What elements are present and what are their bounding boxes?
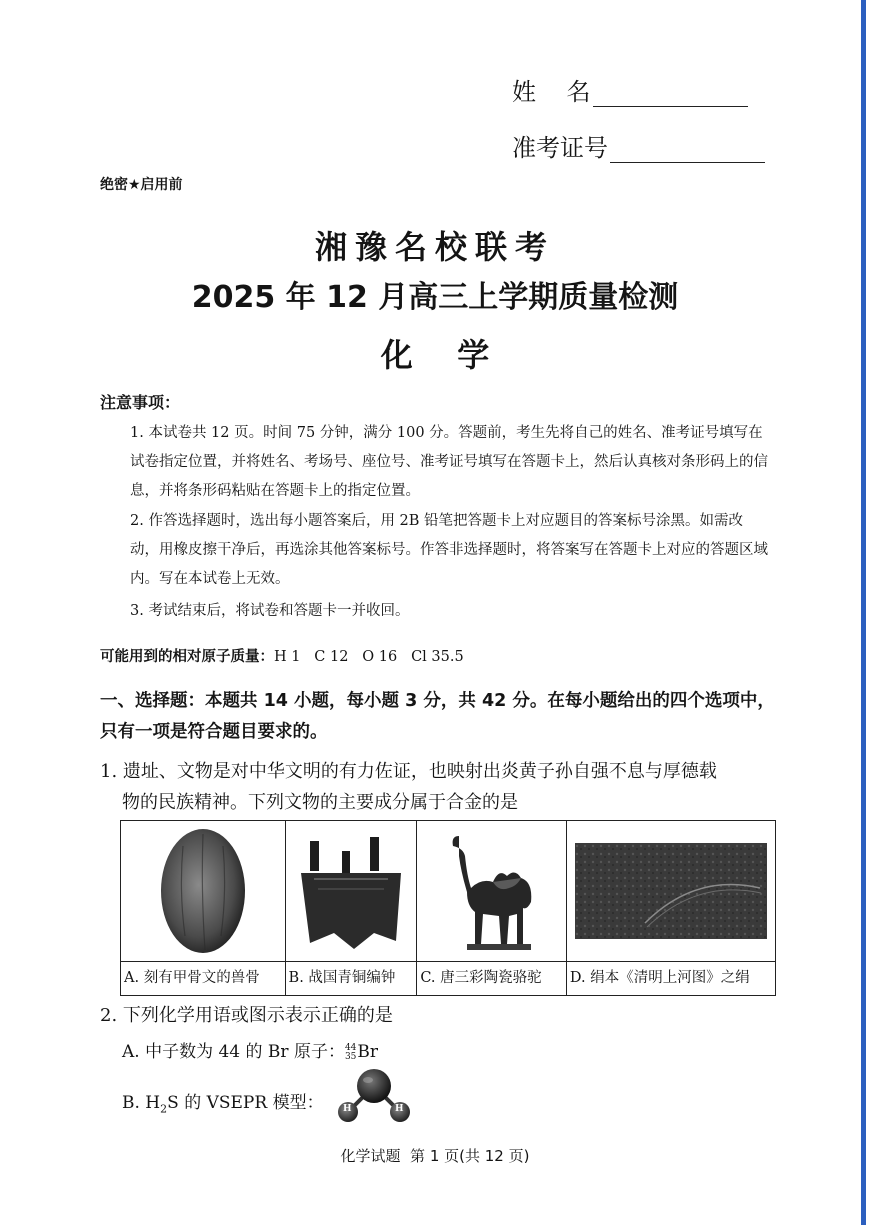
notice-item-1: 1. 本试卷共 12 页。时间 75 分钟，满分 100 分。答题前，考生先将自己的姓名、准考证号填写在试卷指定位置，并将姓名、考场号、座位号、准考证号填写在答题卡上，然后认真核对条形码上的信息，并将条形码粘贴在答题卡上的指定位置。: [130, 425, 768, 499]
oracle-bone-image: [121, 821, 285, 961]
bronze-bells-image: [286, 821, 417, 961]
silk-painting-image: [567, 821, 775, 961]
option-b-cell[interactable]: [285, 821, 417, 996]
option-b-label: B. 战国青铜编钟: [286, 961, 417, 995]
h-atom-label-right: H: [395, 1104, 404, 1114]
atomic-mass-label: 可能用到的相对原子质量：: [100, 649, 274, 665]
page-footer: 化学试题 第 1 页(共 12 页): [340, 1147, 530, 1165]
notice-heading: 注意事项：: [100, 393, 181, 412]
option-a-cell[interactable]: [121, 821, 286, 996]
exam-title-line1: 湘豫名校联考: [314, 228, 555, 266]
element-symbol: Br: [357, 1042, 379, 1062]
q1-relic-table: [120, 820, 776, 996]
section-1-heading: 一、选择题：本题共 14 小题，每小题 3 分，共 42 分。在每小题给出的四个选项中，只有一项是符合题目要求的。: [100, 691, 775, 742]
option-d-label: D. 绢本《清明上河图》之绢: [567, 961, 775, 995]
vsepr-model-icon: [334, 1066, 414, 1132]
option-c-label: C. 唐三彩陶瓷骆驼: [417, 961, 566, 995]
exam-number-field: [512, 128, 765, 163]
option-a-label: A. 刻有甲骨文的兽骨: [121, 961, 285, 995]
h-atom-label-left: H: [343, 1104, 352, 1114]
notice-item-3: 3. 考试结束后，将试卷和答题卡一并收回。: [130, 603, 410, 619]
option-d-cell[interactable]: [566, 821, 775, 996]
exam-number-blank[interactable]: [610, 136, 765, 163]
subject-title: 化 学: [380, 336, 490, 374]
exam-title-line2: 2025 年 12 月高三上学期质量检测: [191, 280, 679, 315]
name-field: [512, 72, 748, 107]
q2-option-b-prefix: B. H: [122, 1093, 161, 1113]
atomic-mass-values: H 1 C 12 O 16 Cl 35.5: [274, 649, 464, 665]
q2-option-b[interactable]: [122, 1088, 324, 1115]
q2-option-a[interactable]: [122, 1037, 378, 1062]
atomic-number: 35: [344, 1051, 357, 1062]
nuclide-notation: [345, 1044, 356, 1062]
tricolor-camel-image: [417, 821, 566, 961]
q2-option-b-suffix: S 的 VSEPR 模型：: [167, 1093, 324, 1113]
q2-option-b-subscript: 2: [160, 1102, 168, 1116]
q2-stem: 2. 下列化学用语或图示表示正确的是: [100, 1005, 393, 1026]
option-c-cell[interactable]: [417, 821, 567, 996]
page-edge-line: [861, 0, 866, 1225]
mass-number: 44: [344, 1042, 357, 1053]
q1-stem-line1: 1. 遗址、文物是对中华文明的有力佐证，也映射出炎黄子孙自强不息与厚德载: [100, 761, 717, 782]
exam-number-label: 准考证号: [512, 134, 608, 162]
notice-item-2: 2. 作答选择题时，选出每小题答案后，用 2B 铅笔把答题卡上对应题目的答案标号涂黑。如需改动，用橡皮擦干净后，再选涂其他答案标号。作答非选择题时，将答案写在答题卡上对应的答题区域内。写在本试卷上无效。: [130, 513, 768, 587]
atomic-mass-line: [100, 645, 464, 666]
q1-stem-line2: 物的民族精神。下列文物的主要成分属于合金的是: [122, 792, 518, 813]
q2-option-a-text: A. 中子数为 44 的 Br 原子：: [122, 1042, 345, 1062]
name-label: 姓 名: [512, 78, 591, 106]
name-blank[interactable]: [593, 80, 748, 107]
secret-label: 绝密★启用前: [100, 177, 183, 193]
